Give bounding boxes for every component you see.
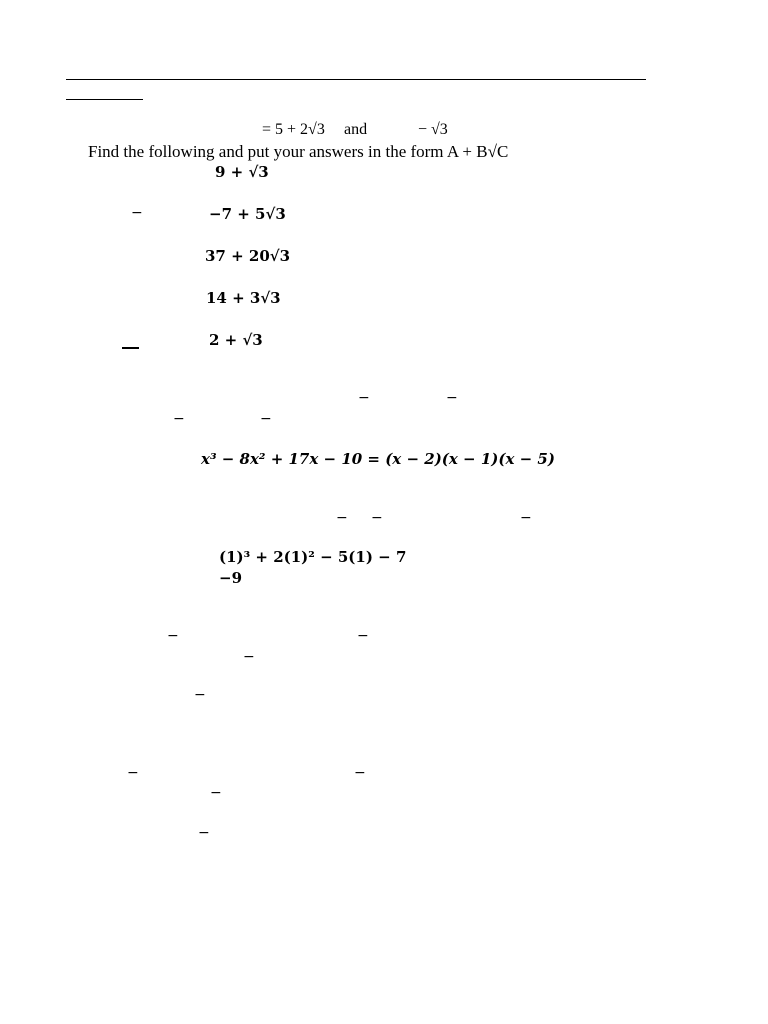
section4-dash-c: − — [243, 649, 255, 665]
section5-dash-c: − — [210, 785, 222, 801]
section2-dash-a: − — [358, 390, 370, 406]
section3-dash-a: − — [336, 510, 348, 526]
fraction-bar — [122, 347, 139, 349]
short-rule — [66, 99, 143, 100]
answer-4: 14 + 3√3 — [206, 289, 281, 307]
top-rule — [66, 79, 646, 80]
section2-dash-d: − — [260, 411, 272, 427]
section3-dash-c: − — [520, 510, 532, 526]
section5-dash-a: − — [127, 765, 139, 781]
substitution-expression: (1)³ + 2(1)² − 5(1) − 7 — [219, 548, 407, 566]
question-2-dash: − — [131, 205, 143, 221]
given-expression-2: − √3 — [418, 121, 448, 138]
section2-dash-b: − — [446, 390, 458, 406]
substitution-result: −9 — [219, 569, 243, 587]
given-and: and — [344, 121, 368, 138]
section2-dash-c: − — [173, 411, 185, 427]
section5-dash-b: − — [354, 765, 366, 781]
section4-dash-d: − — [194, 687, 206, 703]
answer-5: 2 + √3 — [209, 331, 263, 349]
given-expression-1: = 5 + 2√3 — [262, 121, 325, 138]
section3-dash-b: − — [371, 510, 383, 526]
instruction-text: Find the following and put your answers in the form A + B√C — [88, 142, 509, 161]
answer-2: −7 + 5√3 — [209, 205, 286, 223]
section4-dash-a: − — [167, 628, 179, 644]
section4-dash-b: − — [357, 628, 369, 644]
answer-1: 9 + √3 — [215, 163, 269, 181]
factorisation-equation: x³ − 8x² + 17x − 10 = (x − 2)(x − 1)(x − 5) — [201, 450, 555, 468]
answer-3: 37 + 20√3 — [205, 247, 291, 265]
section5-dash-d: − — [198, 825, 210, 841]
